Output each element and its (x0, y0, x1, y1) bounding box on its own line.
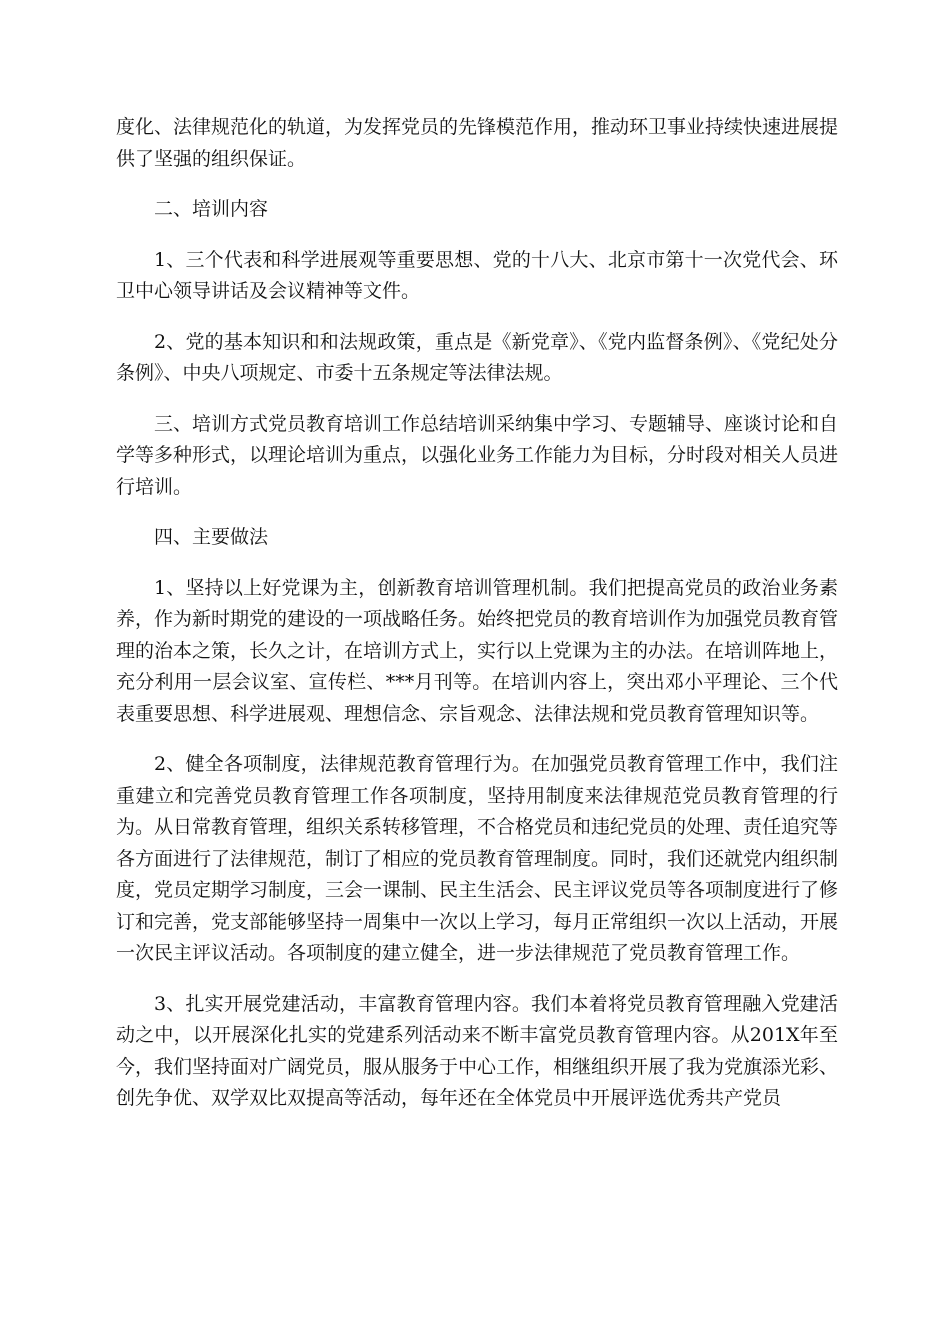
section-heading-training-content: 二、培训内容 (154, 198, 269, 220)
paragraph-practice-1: 1、坚持以上好党课为主，创新教育培训管理机制。我们把提高党员的政治业务素养，作为新时期党的建设的一项战略任务。始终把党员的教育培训作为加强党员教育管理的治本之策，长久之计，在培训方式上，实行以上党课为主的办法。在培训阵地上，充分利用一层会议室、宣传栏、***月刊等。在培训内容上，突出邓小平理论、三个代表重要思想、科学进展观、理想信念、宗旨观念、法律法规和党员教育管理知识等。 (116, 576, 839, 725)
section-heading-main-practices: 四、主要做法 (154, 526, 269, 548)
paragraph-practice-3: 3、扎实开展党建活动，丰富教育管理内容。我们本着将党员教育管理融入党建活动之中，以开展深化扎实的党建系列活动来不断丰富党员教育管理内容。从201X年至今，我们坚持面对广阔党员，服从服务于中心工作，相继组织开展了我为党旗添光彩、创先争优、双学双比双提高等活动，每年还在全体党员中开展评选优秀共产党员 (116, 992, 839, 1109)
paragraph-content-item-1: 1、三个代表和科学进展观等重要思想、党的十八大、北京市第十一次党代会、环卫中心领导讲话及会议精神等文件。 (116, 248, 838, 302)
paragraph-continuation: 度化、法律规范化的轨道，为发挥党员的先锋模范作用，推动环卫事业持续快速进展提供了坚强的组织保证。 (116, 116, 839, 170)
document-body (116, 112, 838, 1134)
paragraph-content-item-2: 2、党的基本知识和和法规政策，重点是《新党章》、《党内监督条例》、《党纪处分条例》、中央八项规定、市委十五条规定等法律法规。 (116, 330, 838, 384)
paragraph-practice-2: 2、健全各项制度，法律规范教育管理行为。在加强党员教育管理工作中，我们注重建立和完善党员教育管理工作各项制度，坚持用制度来法律规范党员教育管理的行为。从日常教育管理，组织关系转移管理，不合格党员和违纪党员的处理、责任追究等各方面进行了法律规范，制订了相应的党员教育管理制度。同时，我们还就党内组织制度，党员定期学习制度，三会一课制、民主生活会、民主评议党员等各项制度进行了修订和完善，党支部能够坚持一周集中一次以上学习，每月正常组织一次以上活动，开展一次民主评议活动。各项制度的建立健全，进一步法律规范了党员教育管理工作。 (116, 753, 839, 964)
paragraph-training-method: 三、培训方式党员教育培训工作总结培训采纳集中学习、专题辅导、座谈讨论和自学等多种形式，以理论培训为重点，以强化业务工作能力为目标，分时段对相关人员进行培训。 (116, 412, 839, 498)
